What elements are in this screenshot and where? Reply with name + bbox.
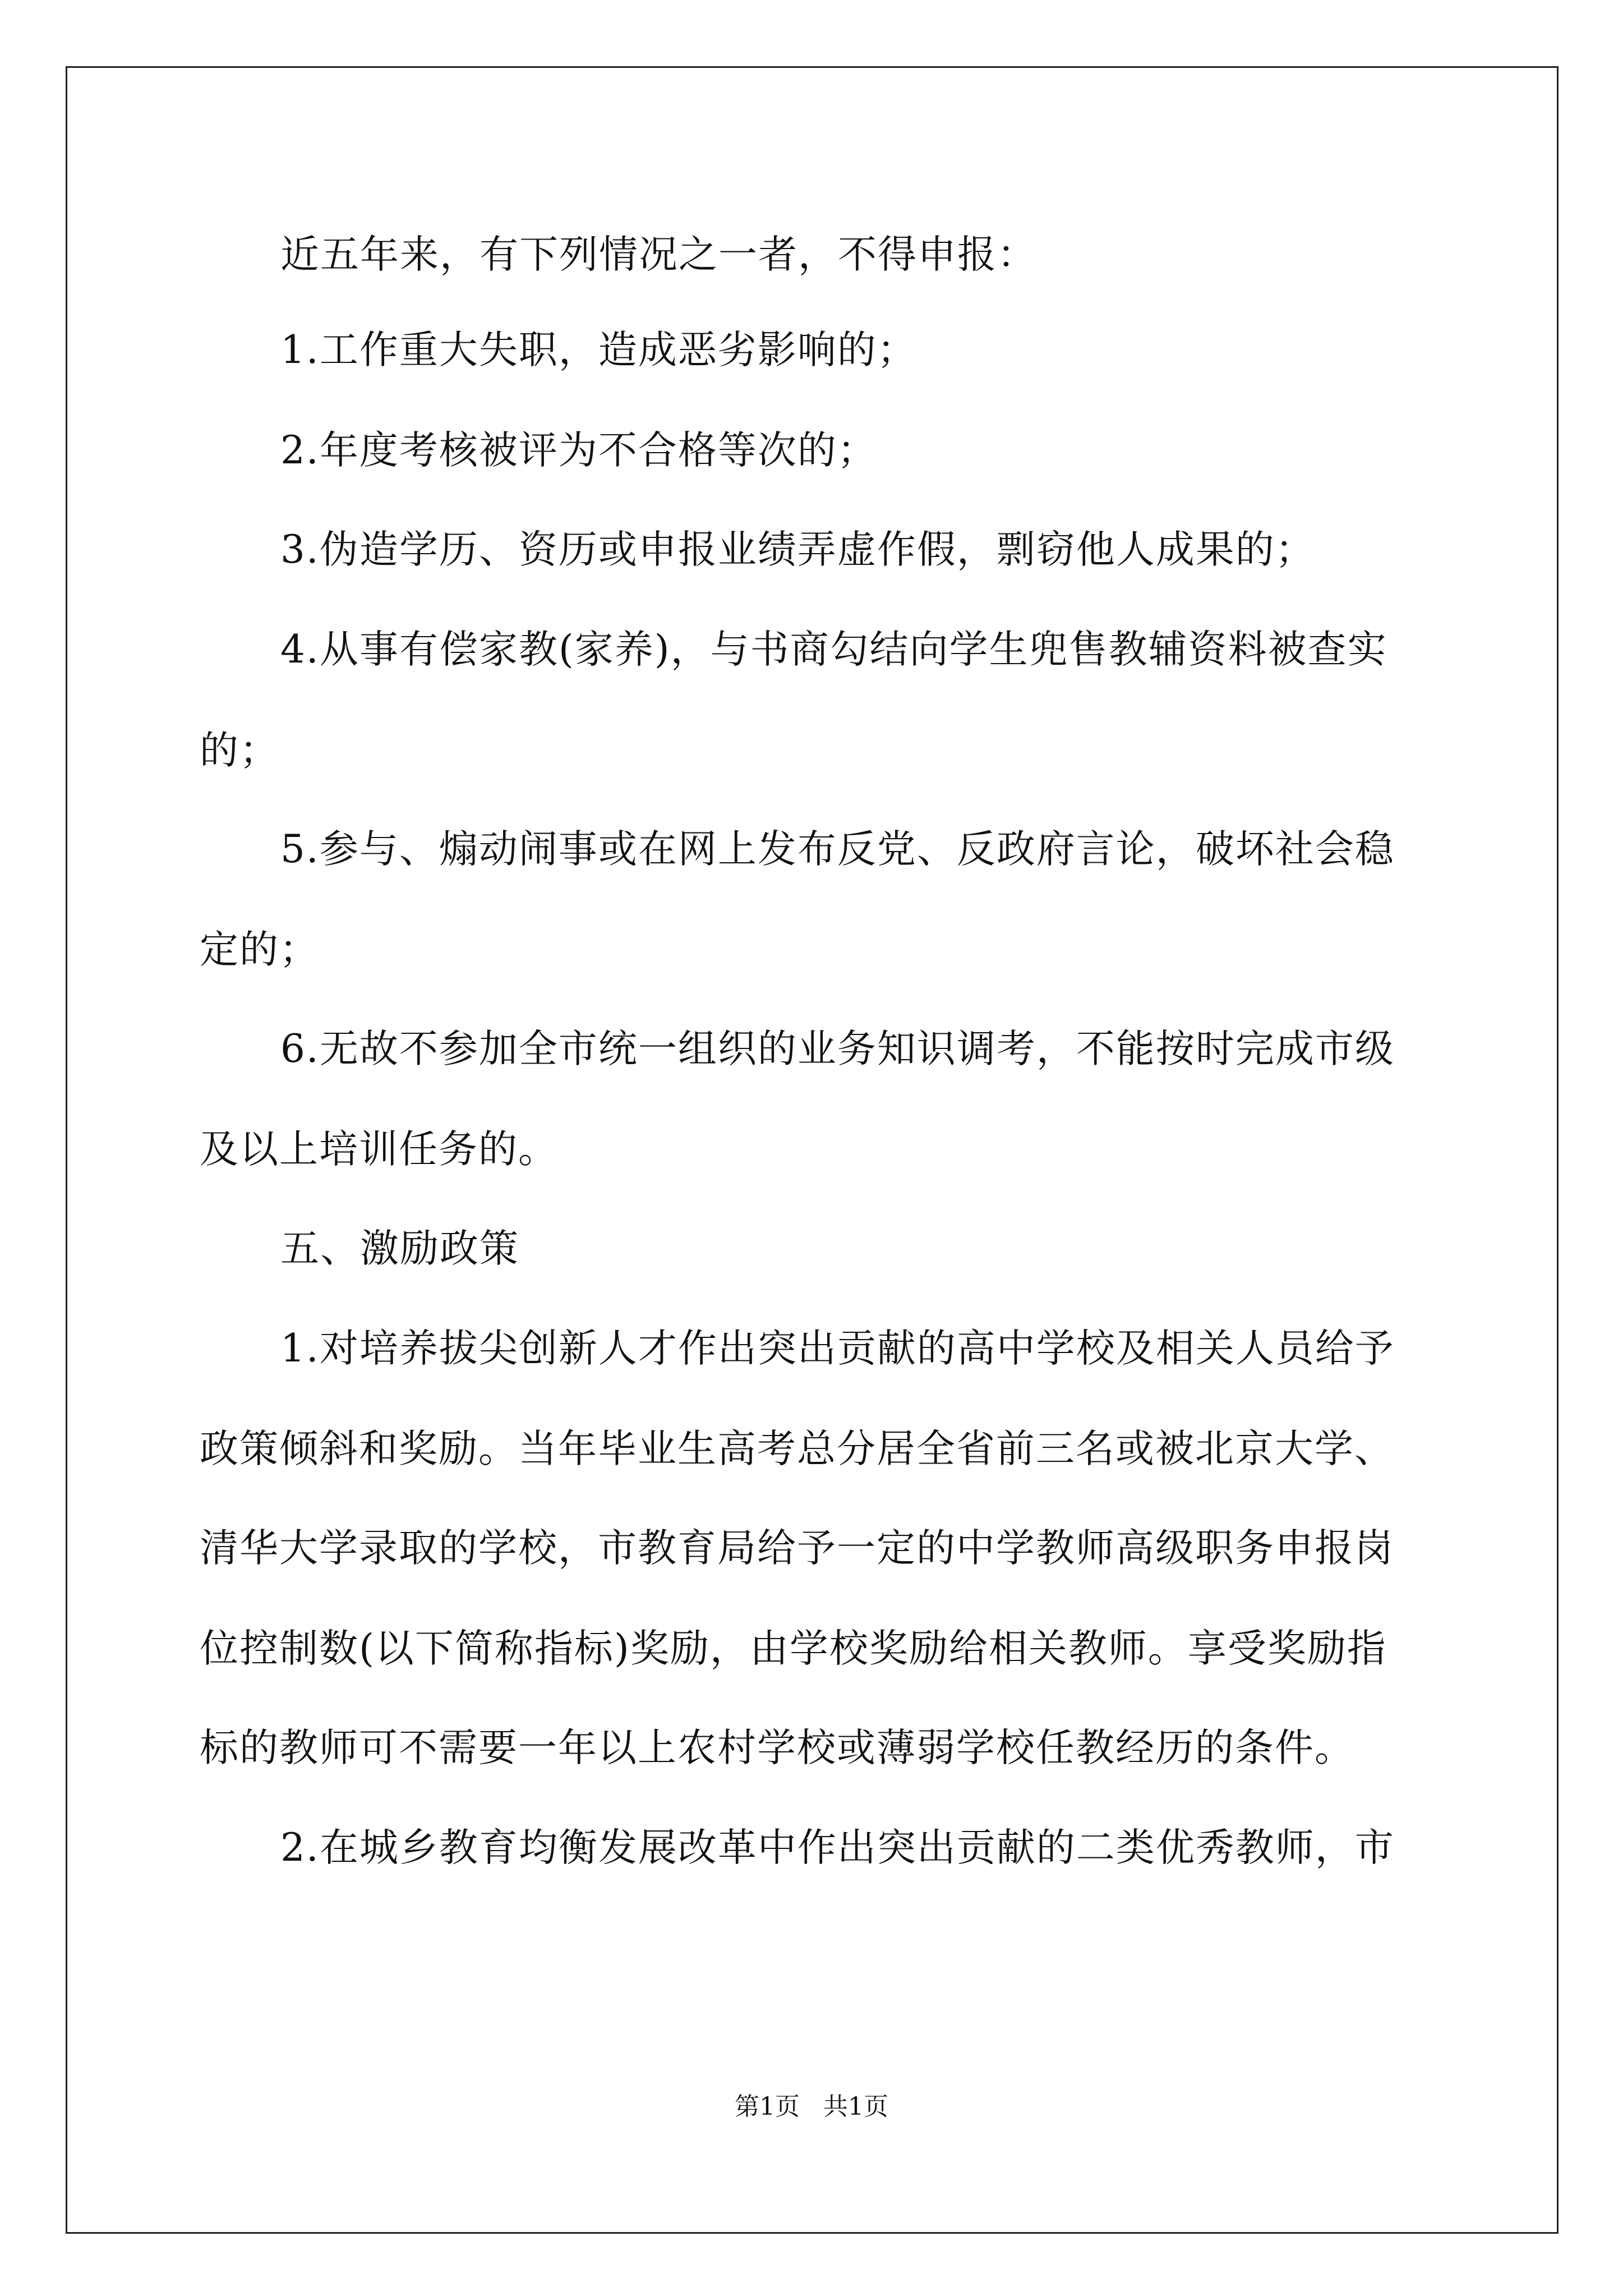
body-line: 位控制数(以下简称指标)奖励，由学校奖励给相关教师。享受奖励指 <box>200 1626 1387 1671</box>
body-line: 及以上培训任务的。 <box>200 1127 558 1172</box>
body-line: 2.在城乡教育均衡发展改革中作出突出贡献的二类优秀教师，市 <box>280 1825 1395 1870</box>
section-heading: 五、激励政策 <box>280 1226 519 1271</box>
body-line: 4.从事有偿家教(家养)，与书商勾结向学生兜售教辅资料被查实 <box>280 627 1387 672</box>
body-line: 6.无故不参加全市统一组织的业务知识调考，不能按时完成市级 <box>280 1027 1395 1071</box>
body-line: 政策倾斜和奖励。当年毕业生高考总分居全省前三名或被北京大学、 <box>200 1427 1394 1471</box>
body-line: 3.伪造学历、资历或申报业绩弄虚作假，剽窃他人成果的； <box>280 527 1315 572</box>
body-line: 标的教师可不需要一年以上农村学校或薄弱学校任教经历的条件。 <box>200 1726 1354 1770</box>
body-line: 的； <box>200 728 279 773</box>
page-footer: 第1页 共1页 <box>735 2092 888 2121</box>
body-line: 清华大学录取的学校，市教育局给予一定的中学教师高级职务申报岗 <box>200 1526 1394 1571</box>
body-line: 定的； <box>200 927 319 972</box>
body-line: 2.年度考核被评为不合格等次的； <box>280 428 877 473</box>
body-line: 1.对培养拔尖创新人才作出突出贡献的高中学校及相关人员给予 <box>280 1326 1395 1371</box>
body-line: 1.工作重大失职，造成恶劣影响的； <box>280 328 917 372</box>
body-line: 5.参与、煽动闹事或在网上发布反党、反政府言论，破坏社会稳 <box>280 827 1395 872</box>
body-line: 近五年来，有下列情况之一者，不得申报： <box>280 232 1037 277</box>
